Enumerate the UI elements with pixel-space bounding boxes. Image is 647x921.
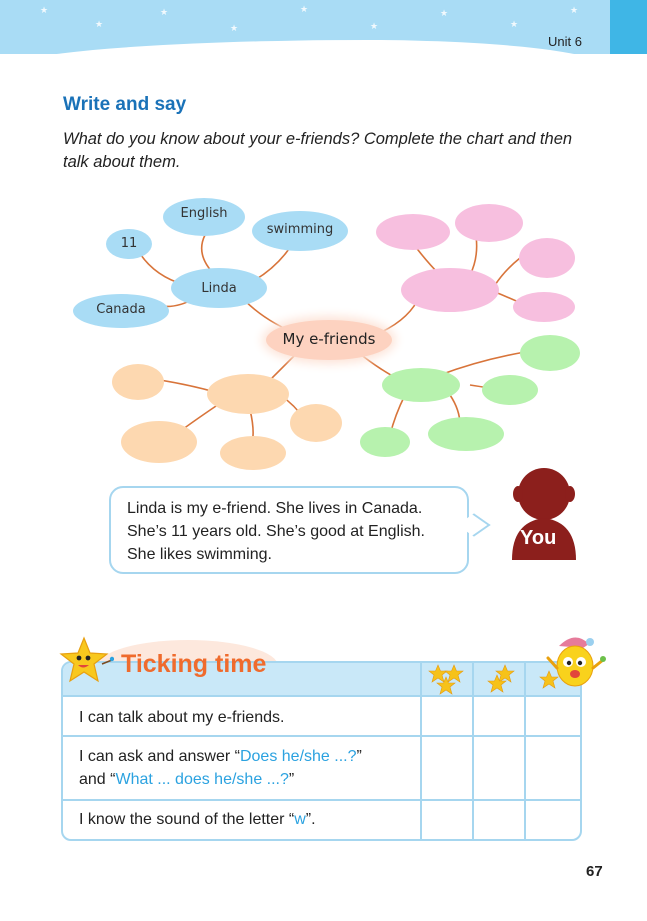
question-phrase: What ... does he/she ...? xyxy=(115,771,289,788)
blob-orange-main xyxy=(207,374,289,414)
star-icon: ★ xyxy=(40,6,49,16)
blob-pink xyxy=(455,204,523,242)
unit-label: Unit 6 xyxy=(548,34,582,49)
center-label: My e-friends xyxy=(282,330,376,348)
blob-green xyxy=(482,375,538,405)
friend-name: Linda xyxy=(201,281,237,296)
detail-english: English xyxy=(180,206,228,221)
star-icon: ★ xyxy=(300,5,309,15)
row-text-part: I know the sound of the letter “ xyxy=(79,811,295,828)
detail-swimming: swimming xyxy=(266,222,334,237)
blob-green xyxy=(428,417,504,451)
row-text: I can talk about my e-friends. xyxy=(79,709,285,726)
speech-line-3: She likes swimming. xyxy=(127,546,272,563)
row-text-part: ” xyxy=(356,748,362,765)
you-label: You xyxy=(520,527,557,549)
page-number: 67 xyxy=(586,863,603,880)
table-row xyxy=(63,735,580,799)
star-icon: ★ xyxy=(440,9,449,19)
row-text-part: ” xyxy=(288,771,295,788)
row-text xyxy=(79,808,316,831)
blob-orange xyxy=(112,364,164,400)
star-mascot-icon xyxy=(58,636,114,686)
blob-orange xyxy=(121,421,197,463)
star-icon: ★ xyxy=(370,22,379,32)
blob-green-main xyxy=(382,368,460,402)
row-text-part: ”. xyxy=(305,811,316,828)
detail-country: Canada xyxy=(96,302,146,317)
row-text xyxy=(79,745,362,791)
instruction-text: What do you know about your e-friends? Complete the chart and then talk about them. xyxy=(63,130,573,171)
speech-bubble xyxy=(109,486,469,574)
speech-line-1: Linda is my e-friend. She lives in Canada. xyxy=(127,500,423,517)
table-row xyxy=(63,695,580,735)
row-text-part: and “ xyxy=(79,771,116,788)
star-icon: ★ xyxy=(230,24,239,34)
blob-pink xyxy=(376,214,450,250)
blob-pink-main xyxy=(401,268,499,312)
star-icon: ★ xyxy=(510,20,519,30)
blob-green xyxy=(360,427,410,457)
row-text-part: I can ask and answer “ xyxy=(79,748,240,765)
yellow-mascot-icon xyxy=(545,630,607,696)
speech-line-2: She’s 11 years old. She’s good at English. xyxy=(127,523,425,540)
star-icon: ★ xyxy=(160,8,169,18)
blob-pink xyxy=(519,238,575,278)
blob-pink xyxy=(513,292,575,322)
table-row xyxy=(63,799,580,841)
ticking-title: Ticking time xyxy=(121,650,267,678)
detail-age: 11 xyxy=(120,236,138,251)
section-title: Write and say xyxy=(63,94,187,115)
question-phrase: Does he/she ...? xyxy=(239,748,357,765)
star-icon: ★ xyxy=(570,6,579,16)
blob-green xyxy=(520,335,580,371)
star-icon: ★ xyxy=(95,20,104,30)
blob-orange xyxy=(290,404,342,442)
letter-w: w xyxy=(294,811,306,828)
blob-orange xyxy=(220,436,286,470)
